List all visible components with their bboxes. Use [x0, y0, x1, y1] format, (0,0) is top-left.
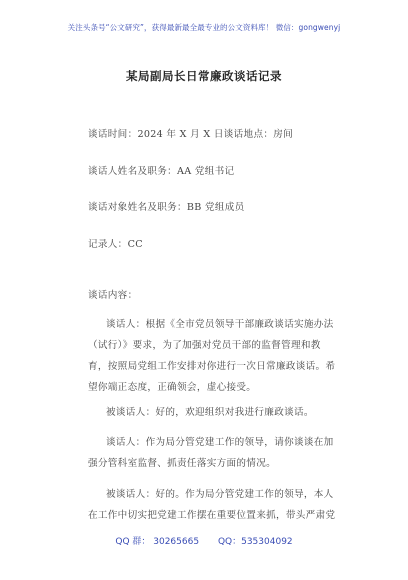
- field-time-place: 谈话时间：2024 年 X 月 X 日谈话地点：房间: [88, 129, 294, 140]
- footer: [0, 534, 408, 547]
- paragraph-1: [88, 314, 336, 398]
- paragraph-4-text: 被谈话人：好的。作为局分管党建工作的领导，本人在工作中切实把党建工作摆在重要位置来抓，带头严肃党: [88, 489, 336, 521]
- paragraph-3-text: 谈话人：作为局分管党建工作的领导，请你谈谈在加强分管科室监督、抓责任落实方面的情况。: [88, 437, 334, 469]
- paragraph-2: [88, 402, 336, 423]
- content-label: 谈话内容：: [88, 290, 138, 301]
- header-banner: 关注头条号“公文研究”，获得最新最全最专业的公文资料库！ 微信：gongwenyj: [67, 23, 341, 32]
- field-recorder: 记录人：CC: [88, 239, 143, 250]
- field-talker: 谈话人姓名及职务：AA 党组书记: [88, 166, 235, 177]
- paragraph-1-text: 谈话人：根据《全市党员领导干部廉政谈话实施办法（试行）》要求，为了加强对党员干部的监督管理和教育，按照局党组工作安排对你进行一次日常廉政谈话。希望你端正态度，正确领会，虚心接受。: [88, 319, 336, 393]
- paragraph-4: [88, 484, 336, 526]
- paragraph-3: [88, 432, 336, 474]
- document-title: 某局副局长日常廉政谈话记录: [126, 69, 282, 83]
- field-target: 谈话对象姓名及职务：BB 党组成员: [88, 202, 245, 213]
- paragraph-2-text: 被谈话人：好的，欢迎组织对我进行廉政谈话。: [106, 407, 314, 418]
- footer-qq-group: QQ 群： 30265665: [115, 537, 200, 547]
- footer-qq: QQ：535304092: [217, 537, 293, 547]
